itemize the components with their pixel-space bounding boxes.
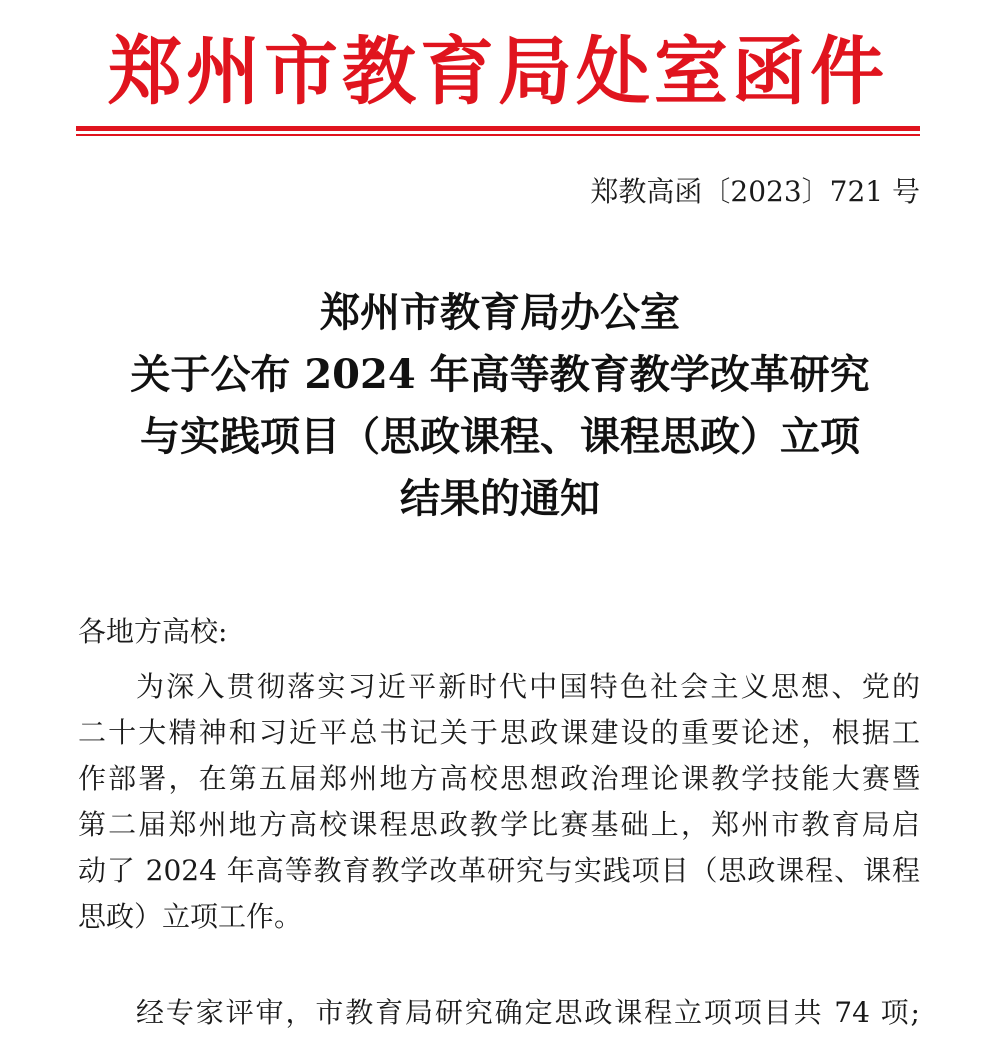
salutation: 各地方高校:	[78, 615, 228, 648]
title-line-3: 与实践项目（思政课程、课程思政）立项	[140, 413, 860, 460]
title-line-1: 郑州市教育局办公室	[320, 289, 680, 336]
body-line: 思政）立项工作。	[78, 900, 303, 933]
document-number: 郑教高函〔2023〕721 号	[590, 175, 920, 208]
body-line: 动了 2024 年高等教育教学改革研究与实践项目（思政课程、课程	[78, 854, 920, 887]
body-line: 经专家评审，市教育局研究确定思政课程立项项目共 74 项;	[136, 996, 920, 1029]
body-line: 为深入贯彻落实习近平新时代中国特色社会主义思想、党的	[136, 670, 920, 703]
body-line: 作部署，在第五届郑州地方高校思想政治理论课教学技能大赛暨	[78, 762, 920, 795]
body-line: 二十大精神和习近平总书记关于思政课建设的重要论述，根据工	[78, 716, 920, 749]
letterhead-rule-thick	[76, 126, 920, 131]
body-line: 第二届郑州地方高校课程思政教学比赛基础上，郑州市教育局启	[78, 808, 920, 841]
title-line-2: 关于公布 2024 年高等教育教学改革研究	[130, 351, 870, 398]
title-line-4: 结果的通知	[400, 475, 600, 522]
notice-title	[60, 282, 940, 530]
letterhead-title: 郑州市教育局处室函件	[108, 29, 888, 115]
letterhead-rule-thin	[76, 134, 920, 136]
body-paragraph-1	[78, 664, 920, 940]
body-paragraph-2	[78, 990, 920, 1036]
